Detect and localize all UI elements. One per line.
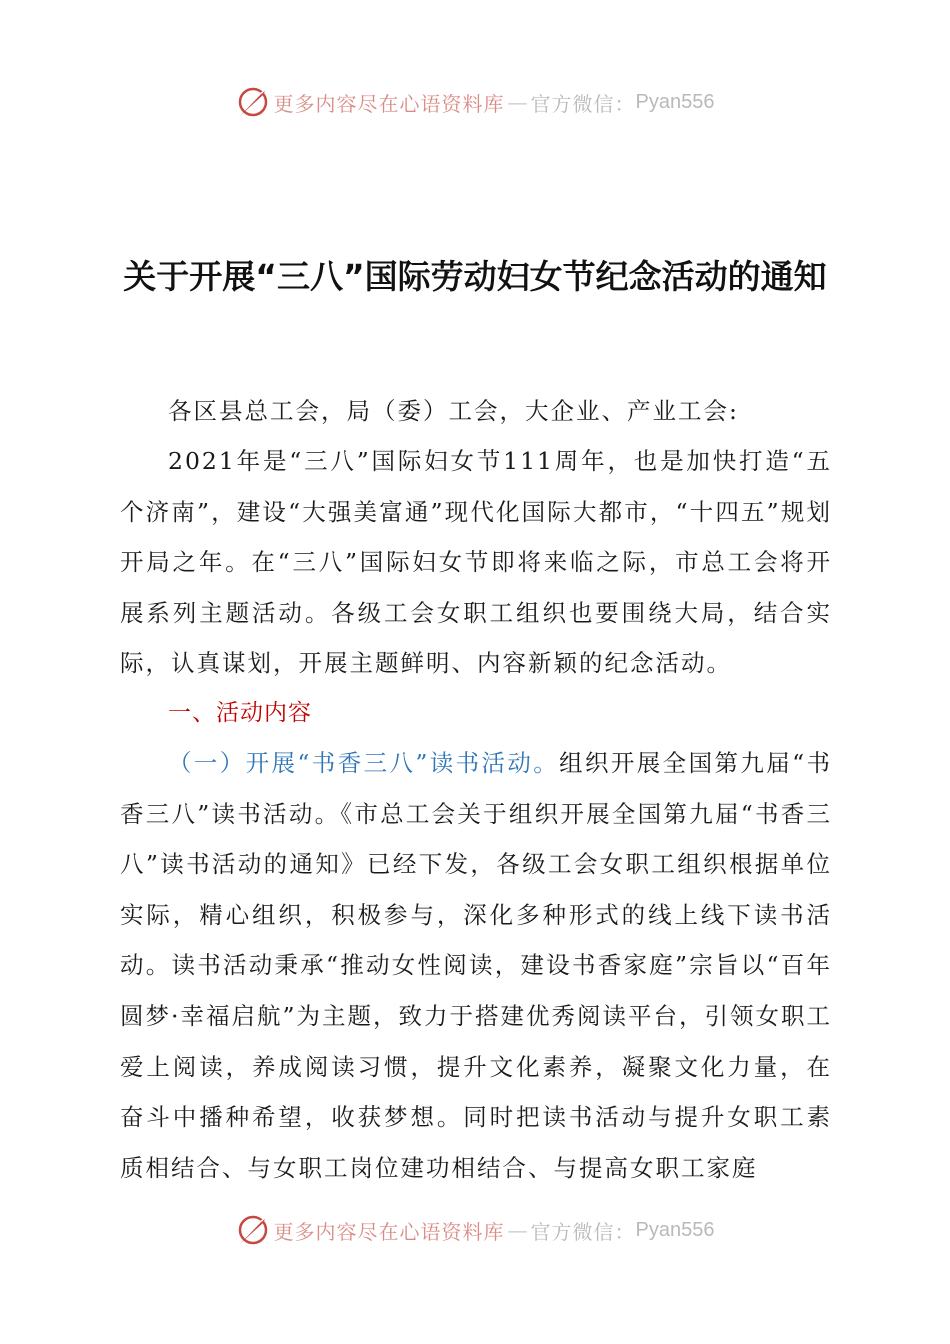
watermark-source: 更多内容尽在心语资料库 [273,1219,505,1244]
salutation: 各区县总工会，局（委）工会，大企业、产业工会: [168,397,739,425]
watermark-dash: — [507,1218,528,1242]
paragraph-intro: 2021年是“三八”国际妇女节111周年，也是加快打造“五个济南”，建设“大强美富通”现代化国际大都市，“十四五”规划开局之年。在“三八”国际妇女节即将来临之际，市总工会将开展系列主题活动。各级工会女职工组织也要围绕大局，结合实际，认真谋划，开展主题鲜明、内容新颖的纪念活动。 [120,447,832,678]
watermark-contact-label: 官方微信： [530,91,636,116]
watermark-source: 更多内容尽在心语资料库 [273,91,505,116]
watermark-dash: — [507,90,528,114]
paragraph-reading-activity [120,738,832,1193]
watermark-handle: Pyan556 [635,1218,715,1241]
section-heading-activity-content: 一、活动内容 [168,700,312,726]
quill-logo-icon [236,85,270,119]
subsection-reading-text: 组织开展全国第九届“书香三八”读书活动。《市总工会关于组织开展全国第九届“书香三八”读书活动的通知》已经下发，各级工会女职工组织根据单位实际，精心组织，积极参与，深化多种形式的线上线下读书活动。读书活动秉承“推动女性阅读，建设书香家庭”宗旨以“百年圆梦·幸福启航”为主题，致力于搭建优秀阅读平台，引领女职工爱上阅读，养成阅读习惯，提升文化素养，凝聚文化力量，在奋斗中播种希望，收获梦想。同时把读书活动与提升女职工素质相结合、与女职工岗位建功相结合、与提高女职工家庭 [120,749,832,1182]
watermark-contact-label: 官方微信： [530,1219,636,1244]
watermark-handle: Pyan556 [635,90,715,113]
watermark-footer [0,1210,950,1250]
document-title: 关于开展“三八”国际劳动妇女节纪念活动的通知 [123,257,827,296]
watermark-header [0,82,950,122]
subsection-heading-reading: （一）开展“书香三八”读书活动。 [168,749,560,777]
quill-logo-icon [236,1213,270,1247]
